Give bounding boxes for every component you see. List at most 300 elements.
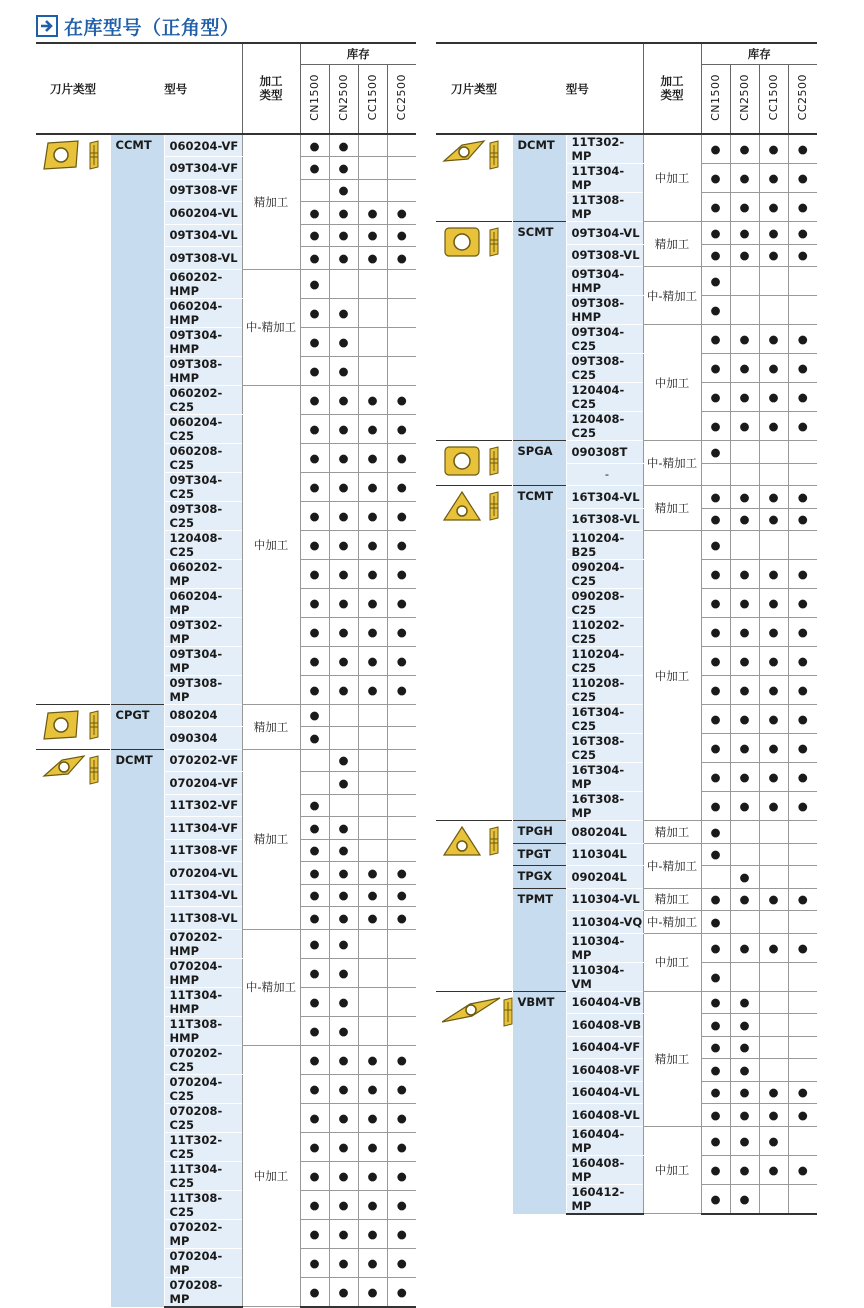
header-grade-cc2500: CC2500 <box>387 65 416 135</box>
process-type: 中加工 <box>242 385 300 704</box>
stock-dot: ● <box>358 414 387 443</box>
stock-cell <box>788 1126 817 1155</box>
stock-dot: ● <box>387 907 416 930</box>
ccmt-insert-icon <box>36 134 110 704</box>
process-type: 精加工 <box>643 222 701 267</box>
stock-dot: ● <box>358 646 387 675</box>
stock-dot: ● <box>300 1277 329 1307</box>
process-type: 精加工 <box>643 991 701 1126</box>
stock-cell <box>358 157 387 180</box>
stock-dot: ● <box>759 222 788 245</box>
stock-cell <box>358 179 387 202</box>
stock-dot: ● <box>759 508 788 531</box>
model-code: 090208-C25 <box>566 589 643 618</box>
model-code: 070208-C25 <box>164 1103 242 1132</box>
stock-dot: ● <box>329 501 358 530</box>
stock-dot: ● <box>300 675 329 704</box>
stock-cell <box>759 991 788 1014</box>
stock-dot: ● <box>788 325 817 354</box>
model-code: 16T308-C25 <box>566 734 643 763</box>
stock-dot: ● <box>701 792 730 821</box>
stock-dot: ● <box>387 675 416 704</box>
stock-dot: ● <box>788 354 817 383</box>
stock-dot: ● <box>701 1059 730 1082</box>
stock-cell <box>788 821 817 844</box>
stock-dot: ● <box>358 907 387 930</box>
arrow-right-icon <box>36 15 58 37</box>
stock-dot: ● <box>300 907 329 930</box>
stock-cell <box>730 962 759 991</box>
stock-cell <box>358 298 387 327</box>
stock-dot: ● <box>329 356 358 385</box>
stock-dot: ● <box>329 530 358 559</box>
stock-dot: ● <box>358 247 387 270</box>
stock-cell <box>788 911 817 934</box>
stock-dot: ● <box>329 1161 358 1190</box>
model-code: 060202-C25 <box>164 385 242 414</box>
stock-dot: ● <box>730 383 759 412</box>
stock-dot: ● <box>358 1161 387 1190</box>
model-code: 060204-MP <box>164 588 242 617</box>
stock-dot: ● <box>300 247 329 270</box>
tp-insert-icon <box>436 821 512 992</box>
header-grade-cc1500: CC1500 <box>358 65 387 135</box>
stock-dot: ● <box>730 1014 759 1037</box>
cpgt-insert-icon <box>36 704 110 749</box>
model-code: 09T308-VL <box>566 244 643 267</box>
stock-dot: ● <box>701 531 730 560</box>
stock-dot: ● <box>788 412 817 441</box>
stock-cell <box>788 1184 817 1214</box>
table-row <box>36 134 416 157</box>
stock-dot: ● <box>358 1132 387 1161</box>
stock-cell <box>730 441 759 464</box>
insert-category: TPGT <box>512 843 566 866</box>
stock-table-right <box>436 42 817 1215</box>
stock-dot: ● <box>701 325 730 354</box>
stock-cell <box>387 704 416 727</box>
stock-dot: ● <box>788 164 817 193</box>
model-code: 160408-MP <box>566 1155 643 1184</box>
stock-dot: ● <box>730 1155 759 1184</box>
stock-dot: ● <box>788 792 817 821</box>
stock-cell <box>300 772 329 795</box>
model-code: 070202-HMP <box>164 929 242 958</box>
model-code: 16T304-VL <box>566 486 643 509</box>
process-type: 中加工 <box>643 531 701 821</box>
stock-dot: ● <box>759 647 788 676</box>
stock-dot: ● <box>701 991 730 1014</box>
stock-dot: ● <box>329 414 358 443</box>
stock-cell <box>387 794 416 817</box>
stock-dot: ● <box>759 705 788 734</box>
model-code: 09T308-MP <box>164 675 242 704</box>
stock-dot: ● <box>701 164 730 193</box>
model-code: 110304-VM <box>566 962 643 991</box>
header-grade-cn2500: CN2500 <box>329 65 358 135</box>
model-code: 060202-MP <box>164 559 242 588</box>
model-code: 09T308-HMP <box>164 356 242 385</box>
stock-cell <box>759 296 788 325</box>
stock-dot: ● <box>300 414 329 443</box>
insert-category: VBMT <box>512 991 566 1214</box>
model-code: 09T304-C25 <box>566 325 643 354</box>
model-code: 110304-MP <box>566 933 643 962</box>
stock-dot: ● <box>759 589 788 618</box>
stock-cell <box>329 269 358 298</box>
stock-dot: ● <box>387 224 416 247</box>
process-type: 中加工 <box>643 325 701 441</box>
stock-dot: ● <box>701 589 730 618</box>
stock-dot: ● <box>730 134 759 164</box>
insert-category: CPGT <box>110 704 164 749</box>
stock-dot: ● <box>300 1161 329 1190</box>
stock-dot: ● <box>300 530 329 559</box>
stock-cell <box>788 531 817 560</box>
stock-dot: ● <box>329 1219 358 1248</box>
stock-cell <box>730 843 759 866</box>
stock-dot: ● <box>701 911 730 934</box>
model-code: 09T304-VF <box>164 157 242 180</box>
stock-cell <box>358 727 387 750</box>
stock-dot: ● <box>701 821 730 844</box>
stock-dot: ● <box>387 862 416 885</box>
stock-dot: ● <box>358 472 387 501</box>
stock-dot: ● <box>300 1074 329 1103</box>
model-code: 120408-C25 <box>566 412 643 441</box>
model-code: 09T304-VL <box>566 222 643 245</box>
stock-dot: ● <box>387 414 416 443</box>
process-type: 中-精加工 <box>643 911 701 934</box>
stock-dot: ● <box>701 560 730 589</box>
stock-dot: ● <box>730 792 759 821</box>
stock-dot: ● <box>759 792 788 821</box>
stock-dot: ● <box>329 247 358 270</box>
stock-cell <box>730 911 759 934</box>
model-code: 110304L <box>566 843 643 866</box>
stock-cell <box>358 327 387 356</box>
stock-dot: ● <box>759 354 788 383</box>
model-code: 110304-VQ <box>566 911 643 934</box>
model-code: 16T304-C25 <box>566 705 643 734</box>
model-code: 09T304-VL <box>164 224 242 247</box>
stock-dot: ● <box>788 933 817 962</box>
stock-dot: ● <box>759 1126 788 1155</box>
stock-dot: ● <box>300 1103 329 1132</box>
stock-dot: ● <box>387 472 416 501</box>
stock-dot: ● <box>387 530 416 559</box>
stock-dot: ● <box>329 675 358 704</box>
stock-dot: ● <box>759 164 788 193</box>
stock-dot: ● <box>701 1126 730 1155</box>
stock-dot: ● <box>701 618 730 647</box>
stock-dot: ● <box>329 617 358 646</box>
stock-dot: ● <box>788 888 817 911</box>
stock-dot: ● <box>300 817 329 840</box>
stock-dot: ● <box>387 1132 416 1161</box>
stock-dot: ● <box>387 1190 416 1219</box>
stock-dot: ● <box>300 727 329 750</box>
model-code: 080204L <box>566 821 643 844</box>
stock-cell <box>358 817 387 840</box>
stock-dot: ● <box>701 1104 730 1127</box>
stock-dot: ● <box>329 1190 358 1219</box>
process-type: 中-精加工 <box>643 843 701 888</box>
model-code: 11T304-HMP <box>164 987 242 1016</box>
model-code: 16T304-MP <box>566 763 643 792</box>
stock-dot: ● <box>701 222 730 245</box>
insert-category: TPGH <box>512 821 566 844</box>
stock-dot: ● <box>701 763 730 792</box>
stock-dot: ● <box>701 933 730 962</box>
header-process: 加工 类型 <box>643 43 701 134</box>
header-model: 型号 <box>512 43 643 134</box>
scmt-insert-icon <box>436 222 512 441</box>
stock-dot: ● <box>387 501 416 530</box>
stock-dot: ● <box>300 1045 329 1074</box>
model-code: 09T304-HMP <box>566 267 643 296</box>
stock-dot: ● <box>358 559 387 588</box>
stock-dot: ● <box>387 1219 416 1248</box>
stock-dot: ● <box>358 1045 387 1074</box>
model-code: 09T304-HMP <box>164 327 242 356</box>
insert-category: SCMT <box>512 222 566 441</box>
stock-dot: ● <box>730 933 759 962</box>
stock-cell <box>387 958 416 987</box>
stock-dot: ● <box>358 884 387 907</box>
stock-dot: ● <box>701 734 730 763</box>
stock-dot: ● <box>730 705 759 734</box>
model-code: 09T308-HMP <box>566 296 643 325</box>
stock-dot: ● <box>358 385 387 414</box>
stock-dot: ● <box>300 443 329 472</box>
stock-cell <box>387 157 416 180</box>
header-type: 刀片类型 <box>36 43 110 134</box>
insert-category: TPGX <box>512 866 566 889</box>
stock-dot: ● <box>329 298 358 327</box>
stock-dot: ● <box>701 676 730 705</box>
stock-dot: ● <box>358 501 387 530</box>
stock-dot: ● <box>759 676 788 705</box>
model-code: 09T308-C25 <box>164 501 242 530</box>
stock-dot: ● <box>759 763 788 792</box>
stock-dot: ● <box>329 817 358 840</box>
stock-dot: ● <box>300 224 329 247</box>
stock-dot: ● <box>701 441 730 464</box>
stock-cell <box>788 463 817 486</box>
stock-cell <box>300 179 329 202</box>
header-grade-cc1500: CC1500 <box>759 65 788 135</box>
stock-cell <box>759 1014 788 1037</box>
stock-cell <box>730 821 759 844</box>
stock-cell <box>759 962 788 991</box>
stock-cell <box>387 727 416 750</box>
stock-cell <box>387 356 416 385</box>
stock-dot: ● <box>759 134 788 164</box>
header-type: 刀片类型 <box>436 43 512 134</box>
stock-dot: ● <box>300 794 329 817</box>
stock-dot: ● <box>788 560 817 589</box>
stock-dot: ● <box>387 884 416 907</box>
stock-dot: ● <box>300 1132 329 1161</box>
stock-dot: ● <box>788 508 817 531</box>
header-grade-cc2500: CC2500 <box>788 65 817 135</box>
stock-dot: ● <box>701 354 730 383</box>
stock-dot: ● <box>358 1248 387 1277</box>
model-code: 060204-C25 <box>164 414 242 443</box>
stock-dot: ● <box>329 907 358 930</box>
stock-dot: ● <box>329 987 358 1016</box>
model-code: 09T302-MP <box>164 617 242 646</box>
stock-dot: ● <box>300 501 329 530</box>
stock-dot: ● <box>387 1161 416 1190</box>
header-stock: 库存 <box>300 43 416 65</box>
stock-dot: ● <box>329 1103 358 1132</box>
stock-dot: ● <box>329 749 358 772</box>
stock-cell <box>387 987 416 1016</box>
stock-cell <box>387 772 416 795</box>
model-code: 060202-HMP <box>164 269 242 298</box>
stock-dot: ● <box>300 987 329 1016</box>
model-code: 110202-C25 <box>566 618 643 647</box>
stock-dot: ● <box>759 560 788 589</box>
stock-dot: ● <box>329 1277 358 1307</box>
insert-category: TCMT <box>512 486 566 821</box>
stock-cell <box>730 463 759 486</box>
model-code: 11T308-C25 <box>164 1190 242 1219</box>
model-code: 120408-C25 <box>164 530 242 559</box>
stock-cell <box>788 1036 817 1059</box>
stock-dot: ● <box>387 1074 416 1103</box>
stock-dot: ● <box>788 647 817 676</box>
process-type: 中加工 <box>643 1126 701 1214</box>
insert-category: DCMT <box>512 134 566 222</box>
stock-dot: ● <box>730 193 759 222</box>
stock-dot: ● <box>788 134 817 164</box>
stock-dot: ● <box>730 508 759 531</box>
model-code: 16T308-VL <box>566 508 643 531</box>
stock-dot: ● <box>300 559 329 588</box>
dcmt-insert-icon <box>36 749 110 1307</box>
header-process: 加工 类型 <box>242 43 300 134</box>
stock-dot: ● <box>300 1248 329 1277</box>
title-text: 在库型号（正角型） <box>64 16 240 39</box>
stock-dot: ● <box>358 1219 387 1248</box>
stock-cell <box>788 962 817 991</box>
stock-dot: ● <box>788 676 817 705</box>
process-type: 中-精加工 <box>643 267 701 325</box>
stock-dot: ● <box>329 134 358 157</box>
stock-dot: ● <box>701 1155 730 1184</box>
header-stock: 库存 <box>701 43 817 65</box>
stock-dot: ● <box>300 327 329 356</box>
model-code: 160412-MP <box>566 1184 643 1214</box>
stock-dot: ● <box>788 193 817 222</box>
stock-cell <box>788 441 817 464</box>
stock-dot: ● <box>358 530 387 559</box>
stock-dot: ● <box>329 327 358 356</box>
stock-dot: ● <box>300 862 329 885</box>
stock-dot: ● <box>300 929 329 958</box>
stock-cell <box>329 704 358 727</box>
stock-cell <box>788 296 817 325</box>
process-type: 精加工 <box>643 888 701 911</box>
stock-dot: ● <box>759 383 788 412</box>
table-row <box>36 749 416 772</box>
stock-dot: ● <box>730 244 759 267</box>
model-code: 160408-VB <box>566 1014 643 1037</box>
stock-cell <box>387 298 416 327</box>
model-code: 11T308-VF <box>164 839 242 862</box>
page-title <box>36 12 240 40</box>
stock-dot: ● <box>701 134 730 164</box>
stock-cell <box>358 749 387 772</box>
model-code: 11T308-MP <box>566 193 643 222</box>
stock-dot: ● <box>788 1081 817 1104</box>
stock-cell <box>358 839 387 862</box>
insert-category: CCMT <box>110 134 164 704</box>
stock-dot: ● <box>387 559 416 588</box>
vbmt-insert-icon <box>436 991 512 1214</box>
model-code: 09T308-VF <box>164 179 242 202</box>
model-code: 070202-MP <box>164 1219 242 1248</box>
process-type: 中加工 <box>643 134 701 222</box>
dcmt-insert-icon <box>436 134 512 222</box>
model-code: 160408-VL <box>566 1104 643 1127</box>
stock-dot: ● <box>329 839 358 862</box>
stock-cell <box>701 866 730 889</box>
stock-cell <box>730 267 759 296</box>
stock-cell <box>358 134 387 157</box>
stock-cell <box>387 1016 416 1045</box>
stock-cell <box>788 1059 817 1082</box>
stock-dot: ● <box>387 202 416 225</box>
stock-dot: ● <box>701 1081 730 1104</box>
stock-dot: ● <box>329 588 358 617</box>
stock-cell <box>788 267 817 296</box>
stock-dot: ● <box>788 1155 817 1184</box>
stock-dot: ● <box>358 588 387 617</box>
insert-category: SPGA <box>512 441 566 486</box>
stock-cell <box>759 821 788 844</box>
stock-cell <box>759 1184 788 1214</box>
model-code: 11T308-VL <box>164 907 242 930</box>
process-type: 中-精加工 <box>242 269 300 385</box>
stock-dot: ● <box>788 244 817 267</box>
stock-dot: ● <box>329 772 358 795</box>
stock-dot: ● <box>759 734 788 763</box>
stock-dot: ● <box>730 412 759 441</box>
stock-cell <box>788 843 817 866</box>
stock-dot: ● <box>387 588 416 617</box>
model-code: 11T302-MP <box>566 134 643 164</box>
stock-dot: ● <box>788 486 817 509</box>
process-type: 精加工 <box>242 134 300 269</box>
stock-dot: ● <box>300 617 329 646</box>
model-code: 070204-MP <box>164 1248 242 1277</box>
model-code: 160408-VF <box>566 1059 643 1082</box>
model-code: 070204-VL <box>164 862 242 885</box>
stock-dot: ● <box>387 385 416 414</box>
stock-dot: ● <box>730 1184 759 1214</box>
stock-dot: ● <box>701 647 730 676</box>
stock-dot: ● <box>358 675 387 704</box>
stock-dot: ● <box>329 157 358 180</box>
stock-cell <box>730 531 759 560</box>
stock-dot: ● <box>788 222 817 245</box>
stock-dot: ● <box>788 618 817 647</box>
stock-cell <box>358 269 387 298</box>
